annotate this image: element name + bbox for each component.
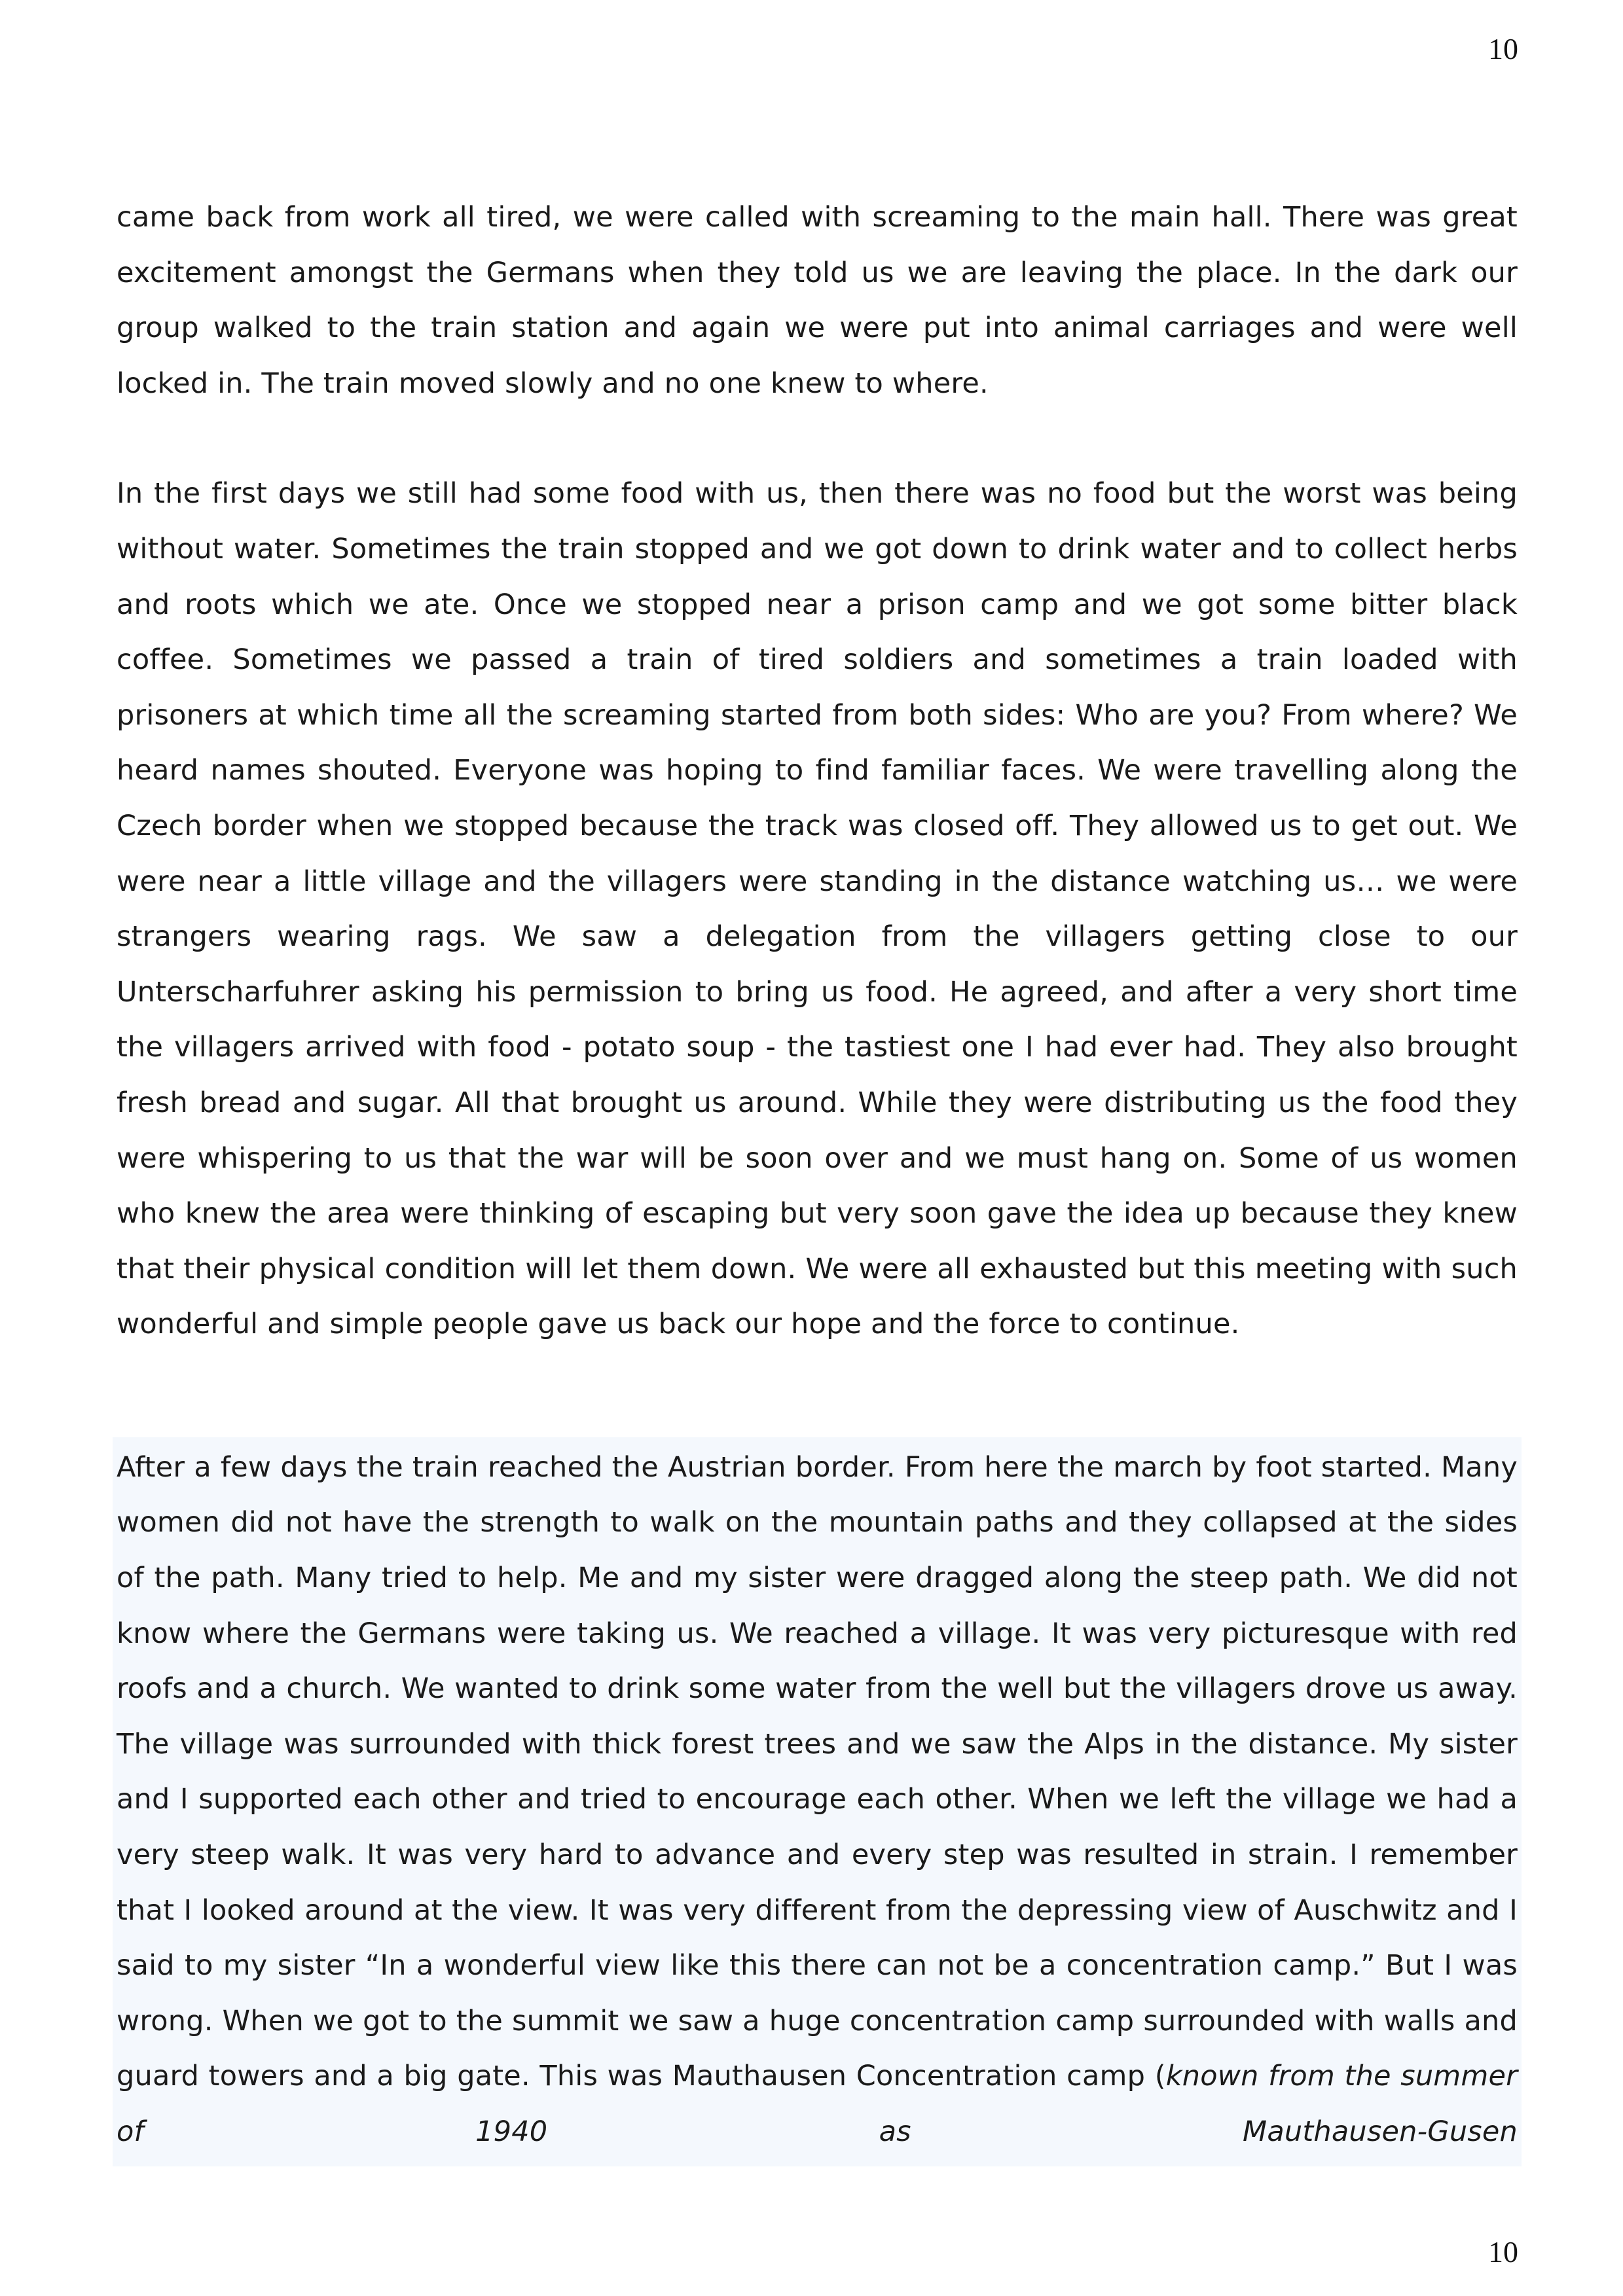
paragraph-3-text: After a few days the train reached the Austrian border. From here the march by foot started. Many women did not have the strength to walk on the mountain paths and they collapsed at the sides of the path. Many tried to help. Me and my sister were dragged along the steep path. We did not know where the Germans were taking us. We reached a village. It was very picturesque with red roofs and a church. We wanted to drink some water from the well but the villagers drove us away. The village was surrounded with thick forest trees and we saw the Alps in the distance. My sister and I supported each other and tried to encourage each other. When we left the village we had a very steep walk. It was very hard to advance and every step was resulted in strain. I remember that I looked around at the view. It was very different from the depressing view of Auschwitz and I said to my sister “In a wonderful view like this there can not be a concentration camp.” But I was wrong. When we got to the summit we saw a huge concentration camp surrounded with walls and guard towers and a big gate. This was Mauthausen Concentration camp ( bbox=[117, 1450, 1518, 2093]
page-number-top: 10 bbox=[1488, 32, 1518, 65]
page-number-bottom: 10 bbox=[1488, 2235, 1518, 2269]
paragraph-1: came back from work all tired, we were called with screaming to the main hall. There was great excitement amongst the Germans when they told us we are leaving the place. In the dark our group walked to the train station and again we were put into animal carriages and were well locked in. The train moved slowly and no one knew to where. bbox=[117, 201, 1518, 400]
document-body bbox=[117, 190, 1518, 2166]
paragraph-3 bbox=[117, 1440, 1518, 2160]
paragraph-2: In the first days we still had some food with us, then there was no food but the worst was being without water. Sometimes the train stopped and we got down to drink water and to collect herbs and roots which we ate. Once we stopped near a prison camp and we got some bitter black coffee. Sometimes we passed a train of tired soldiers and sometimes a train loaded with prisoners at which time all the screaming started from both sides: Who are you? From where? We heard names shouted. Everyone was hoping to find familiar faces. We were travelling along the Czech border when we stopped because the track was closed off. They allowed us to get out. We were near a little village and the villagers were standing in the distance watching us… we were strangers wearing rags. We saw a delegation from the villagers getting close to our Unterscharfuhrer asking his permission to bring us food. He agreed, and after a very short time the villagers arrived with food - potato soup - the tastiest one I had ever had. They also brought fresh bread and sugar. All that brought us around. While they were distributing us the food they were whispering to us that the war will be soon over and we must hang on. Some of us women who knew the area were thinking of escaping but very soon gave the idea up because they knew that their physical condition will let them down. We were all exhausted but this meeting with such wonderful and simple people gave us back our hope and the force to continue. bbox=[117, 477, 1518, 1341]
highlighted-paragraph-block bbox=[113, 1437, 1522, 2166]
paragraph-3-italic-text: known from the summer of 1940 as Mauthausen-Gusen bbox=[117, 2060, 1518, 2148]
